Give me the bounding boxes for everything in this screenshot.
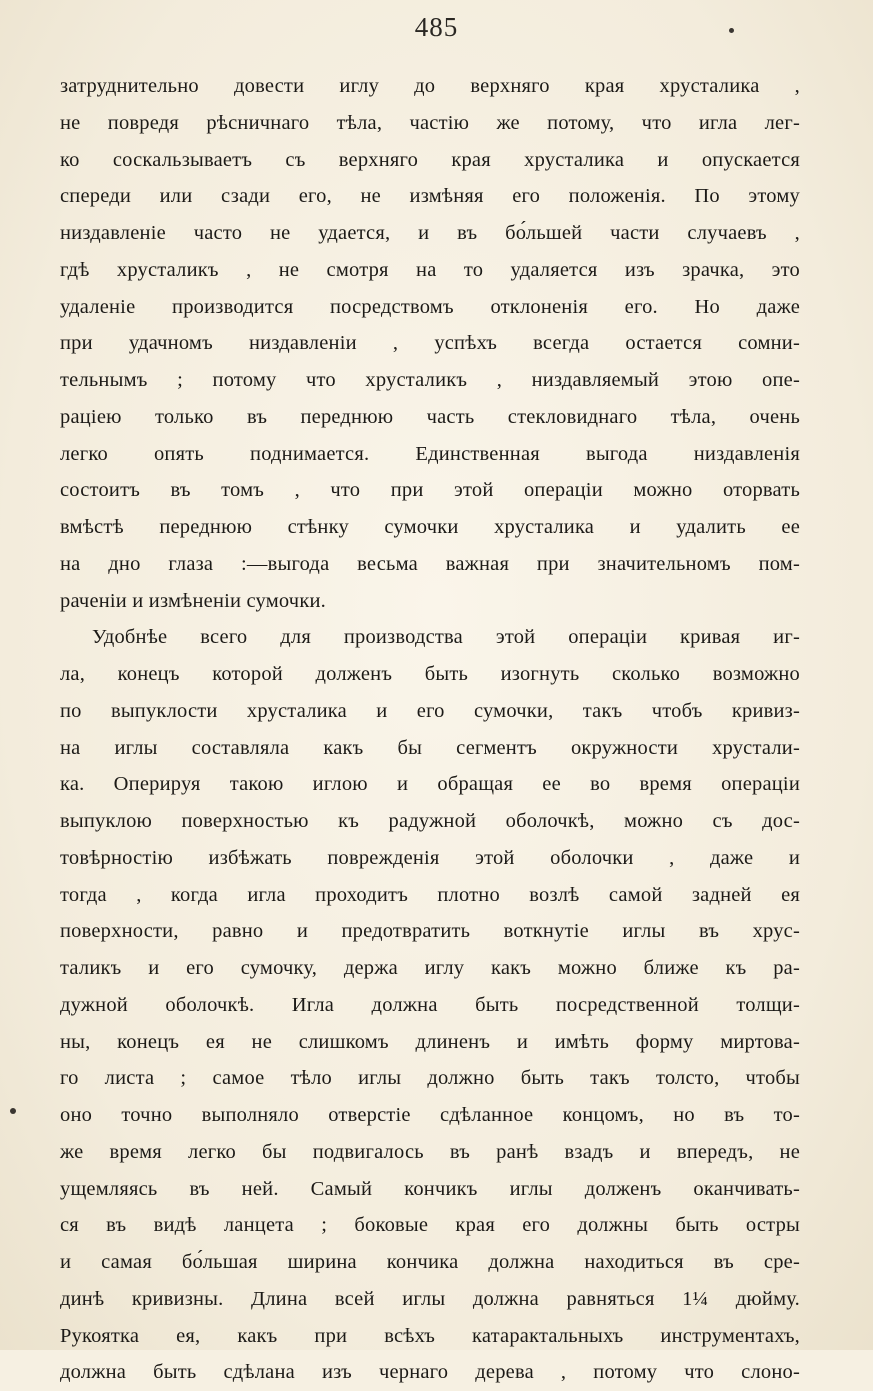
text-line: ла, конецъ которой долженъ быть изогнуть сколько возможно xyxy=(60,663,800,685)
text-line: должна быть сдѣлана изъ чернаго дерева , потому что слоно- xyxy=(60,1361,800,1384)
text-line: же время легко бы подвигалось въ ранѣ взадъ и впередъ, не xyxy=(60,1140,800,1163)
text-line: затруднительно довести иглу до верхняго края хрусталика , xyxy=(60,75,800,97)
text-line: Рукоятка ея, какъ при всѣхъ катарактальныхъ инструментахъ, xyxy=(60,1324,800,1347)
text-line: тельнымъ ; потому что хрусталикъ , низдавляемый этою опе- xyxy=(60,369,800,391)
text-line: состоитъ въ томъ , что при этой операціи можно оторвать xyxy=(60,479,800,502)
text-line: тогда , когда игла проходитъ плотно возлѣ самой задней ея xyxy=(60,883,800,906)
text-line: товѣрностію избѣжать поврежденія этой оболочки , даже и xyxy=(60,846,800,869)
text-line: на дно глаза :—выгода весьма важная при значительномъ пом- xyxy=(60,552,800,575)
text-line: при удачномъ низдавленіи , успѣхъ всегда остается сомни- xyxy=(60,332,800,355)
text-line: ка. Оперируя такою иглою и обращая ее во время операціи xyxy=(60,773,800,796)
text-line: вмѣстѣ переднюю стѣнку сумочки хрусталика и удалить ее xyxy=(60,516,800,538)
text-line: ны, конецъ ея не слишкомъ длиненъ и имѣть форму миртова- xyxy=(60,1030,800,1053)
body-text xyxy=(60,68,800,1391)
text-line: го листа ; самое тѣло иглы должно быть такъ толсто, чтобы xyxy=(60,1067,800,1090)
text-line: дужной оболочкѣ. Игла должна быть посредственной толщи- xyxy=(60,993,800,1016)
paragraph-end-line: раченіи и измѣненіи сумочки. xyxy=(60,589,326,612)
text-line: и самая бо́льшая ширина кончика должна находиться въ сре- xyxy=(60,1251,800,1273)
text-line: ся въ видѣ ланцета ; боковые края его должны быть остры xyxy=(60,1214,800,1237)
text-line: выпуклою поверхностью къ радужной оболочкѣ, можно съ дос- xyxy=(60,810,800,832)
text-line: ко соскальзываетъ съ верхняго края хрусталика и опускается xyxy=(60,148,800,171)
text-line: на иглы составляла какъ бы сегментъ окружности хрустали- xyxy=(60,736,800,759)
text-line: таликъ и его сумочку, держа иглу какъ можно ближе къ ра- xyxy=(60,957,800,979)
paragraph-start-line: Удобнѣе всего для производства этой операціи кривая иг- xyxy=(92,626,800,649)
page-number: 485 xyxy=(414,12,459,42)
text-line: поверхности, равно и предотвратить воткнутіе иглы въ хрус- xyxy=(60,920,800,943)
text-line: динѣ кривизны. Длина всей иглы должна равняться 1¼ дюйму. xyxy=(60,1287,800,1310)
text-line: спереди или сзади его, не измѣняя его положенія. По этому xyxy=(60,185,800,208)
text-line: гдѣ хрусталикъ , не смотря на то удаляется изъ зрачка, это xyxy=(60,258,800,281)
text-line: не повредя рѣсничнаго тѣла, частію же потому, что игла лег- xyxy=(60,111,800,134)
text-line: оно точно выполняло отверстіе сдѣланное концомъ, но въ то- xyxy=(60,1104,800,1126)
text-line: удаленіе производится посредствомъ отклоненія его. Но даже xyxy=(60,295,800,318)
ink-speck xyxy=(10,1108,16,1114)
text-line: ущемляясь въ ней. Самый кончикъ иглы долженъ оканчивать- xyxy=(60,1177,800,1200)
text-line: по выпуклости хрусталика и его сумочки, такъ чтобъ кривиз- xyxy=(60,699,800,722)
text-line: раціею только въ переднюю часть стекловиднаго тѣла, очень xyxy=(60,405,800,428)
text-line: легко опять поднимается. Единственная выгода низдавленія xyxy=(60,442,800,465)
text-line: низдавленіе часто не удается, и въ бо́льшей части случаевъ , xyxy=(60,222,800,244)
ink-speck xyxy=(729,28,734,33)
